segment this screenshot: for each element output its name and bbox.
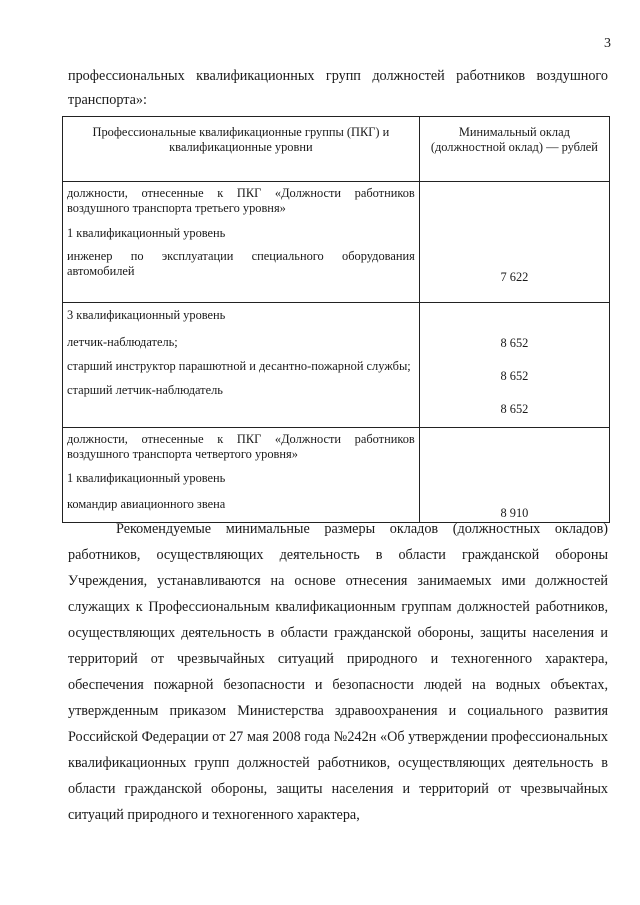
body-paragraph [68,516,608,828]
table-row [63,182,610,303]
table-header-row [63,117,610,182]
position-item: летчик-наблюдатель; [67,335,178,349]
table-row [63,428,610,523]
pkg-cell [63,182,420,303]
header-salary: Минимальный оклад (должностной оклад) — рублей [419,117,609,182]
pkg-cell [63,303,420,428]
salary-cell [419,428,609,523]
table-row [63,303,610,428]
qualification-level: 1 квалификационный уровень [67,471,226,485]
position-item: старший инструктор парашютной и десантно-пожарной службы; [67,359,411,373]
position-item: инженер по эксплуатации специального оборудования автомобилей [67,249,415,278]
pkg-group-title: должности, отнесенные к ПКГ «Должности работников воздушного транспорта третьего уровня» [67,186,415,215]
pkg-group-title: должности, отнесенные к ПКГ «Должности работников воздушного транспорта четвертого уровня» [67,432,415,461]
page-number: 3 [604,36,611,51]
position-item: командир авиационного звена [67,497,226,511]
intro-line-1: профессиональных квалификационных групп должностей работников воздушного [68,68,608,84]
salary-value: 8 910 [500,506,529,520]
salary-value: 7 622 [500,270,529,284]
salary-table [62,116,610,523]
intro-text [68,64,608,112]
salary-cell [419,182,609,303]
header-pkg: Профессиональные квалификационные группы (ПКГ) и квалификационные уровни [63,117,420,182]
qualification-level: 1 квалификационный уровень [67,226,226,240]
salary-value: 8 652 [500,336,529,350]
salary-cell [419,303,609,428]
salary-value: 8 652 [500,369,529,383]
intro-line-2: транспорта»: [68,92,147,108]
salary-value: 8 652 [500,402,529,416]
position-item: старший летчик-наблюдатель [67,383,223,397]
paragraph-text: Рекомендуемые минимальные размеры окладов (должностных окладов) работников, осуществляющих деятельность в области гражданской обороны Учреждения, устанавливаются на основе отнесения занимаемых ими должностей служащих к Профессиональным квалификационным группам должностей работников, осуществляющих деятельность в области гражданской обороны, защиты населения и территорий от чрезвычайных ситуаций природного и техногенного характера, обеспечения пожарной безопасности и безопасности людей на водных объектах, утвержденным приказом Министерства здравоохранения и социального развития Российской Федерации от 27 мая 2008 года №242н «Об утверждении профессиональных квалификационных групп должностей работников, осуществляющих деятельность в области гражданской обороны, защиты населения и территорий от чрезвычайных ситуаций природного и техногенного характера, [68,521,608,823]
pkg-cell [63,428,420,523]
qualification-level: 3 квалификационный уровень [67,308,226,322]
